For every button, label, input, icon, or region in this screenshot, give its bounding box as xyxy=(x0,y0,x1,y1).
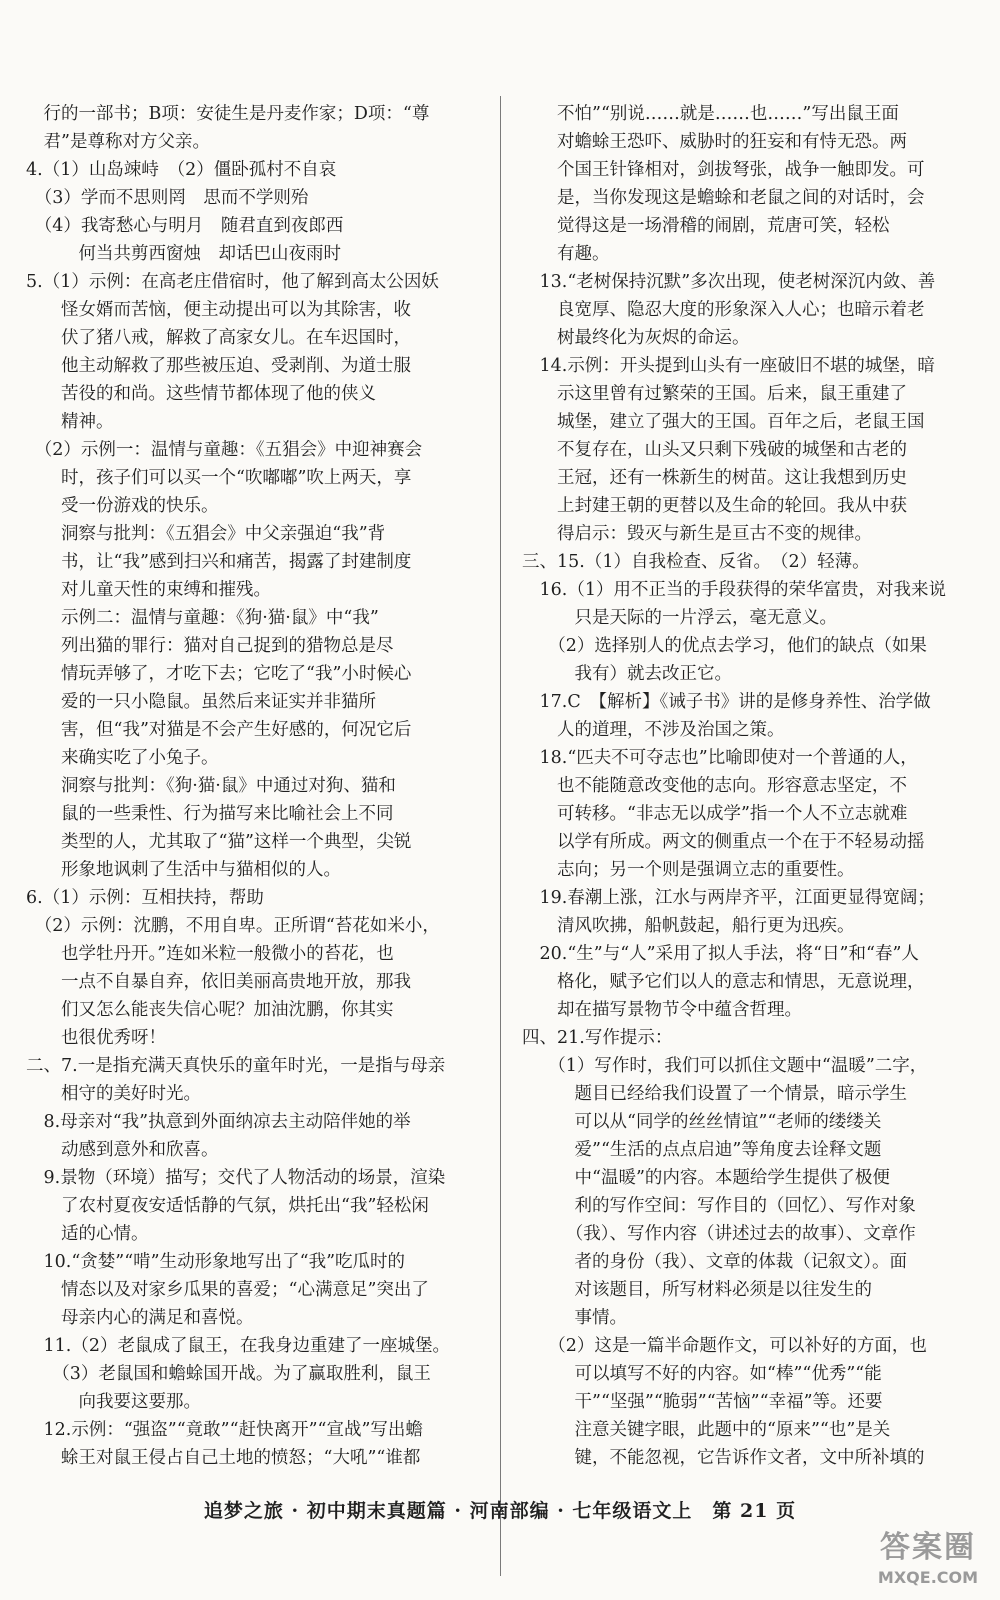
text-line: 利的写作空间：写作目的（回忆）、写作对象 xyxy=(522,1196,916,1216)
text-line: 了农村夏夜安适恬静的气氛，烘托出“我”轻松闲 xyxy=(26,1196,429,1216)
text-line: 一点不自暴自弃，依旧美丽高贵地开放，那我 xyxy=(26,972,411,992)
right-column xyxy=(522,100,986,1472)
text-line: 事情。 xyxy=(522,1308,627,1328)
text-line: 格化，赋予它们以人的意志和情思，无意说理， xyxy=(522,972,925,992)
text-line: 10.“贪婪”“啃”生动形象地写出了“我”吃瓜时的 xyxy=(26,1252,406,1272)
text-line: 动感到意外和欣喜。 xyxy=(26,1140,219,1160)
text-line: 对儿童天性的束缚和摧残。 xyxy=(26,580,271,600)
text-line: 干”“坚强”“脆弱”“苦恼”“幸福”等。还要 xyxy=(522,1392,883,1412)
text-line: 觉得这是一场滑稽的闹剧，荒唐可笑，轻松 xyxy=(522,216,890,236)
text-line: 对蟾蜍王恐吓、威胁时的狂妄和有恃无恐。两 xyxy=(522,132,907,152)
text-line: 16.（1）用不正当的手段获得的荣华富贵，对我来说 xyxy=(522,580,946,600)
text-line: 他主动解救了那些被压迫、受剥削、为道士服 xyxy=(26,356,411,376)
text-line: 得启示：毁灭与新生是亘古不变的规律。 xyxy=(522,524,872,544)
text-line: 三、15.（1）自我检查、反省。 （2）轻薄。 xyxy=(522,552,870,572)
text-line: 19.春潮上涨，江水与两岸齐平，江面更显得宽阔； xyxy=(522,888,935,908)
text-line: 14.示例：开头提到山头有一座破旧不堪的城堡，暗 xyxy=(522,356,935,376)
text-line: 君”是尊称对方父亲。 xyxy=(26,132,210,152)
text-line: 来确实吃了小兔子。 xyxy=(26,748,219,768)
text-line: 树最终化为灰烬的命运。 xyxy=(522,328,750,348)
text-line: 示例二：温情与童趣：《狗·猫·鼠》中“我” xyxy=(26,608,379,628)
text-line: 爱”“生活的点点启迪”等角度去诠释文题 xyxy=(522,1140,882,1160)
text-line: 苦役的和尚。这些情节都体现了他的侠义 xyxy=(26,384,376,404)
text-line: 书，让“我”感到扫兴和痛苦，揭露了封建制度 xyxy=(26,552,412,572)
text-line: 对该题目，所写材料必须是以往发生的 xyxy=(522,1280,872,1300)
text-line: 18.“匹夫不可夺志也”比喻即使对一个普通的人， xyxy=(522,748,918,768)
text-line: 母亲内心的满足和喜悦。 xyxy=(26,1308,254,1328)
text-line: 志向；另一个则是强调立志的重要性。 xyxy=(522,860,855,880)
text-line: 伏了猪八戒，解救了高家女儿。在车迟国时， xyxy=(26,328,411,348)
text-line: 情态以及对家乡瓜果的喜爱；“心满意足”突出了 xyxy=(26,1280,429,1300)
text-line: （3）老鼠国和蟾蜍国开战。为了赢取胜利，鼠王 xyxy=(26,1364,431,1384)
text-line: 中“温暖”的内容。本题给学生提供了极便 xyxy=(522,1168,890,1188)
text-line: 注意关键字眼，此题中的“原来”“也”是关 xyxy=(522,1420,891,1440)
text-line: 相守的美好时光。 xyxy=(26,1084,201,1104)
text-line: （2）这是一篇半命题作文，可以补好的方面，也 xyxy=(522,1336,927,1356)
logo-domain: MXQE.COM xyxy=(877,1568,979,1587)
text-line: 行的一部书；B项：安徒生是丹麦作家；D项：“尊 xyxy=(26,104,430,124)
text-line: 11.（2）老鼠成了鼠王，在我身边重建了一座城堡。 xyxy=(26,1336,450,1356)
text-line: 可以填写不好的内容。如“棒”“优秀”“能 xyxy=(522,1364,882,1384)
text-line: （1）写作时，我们可以抓住文题中“温暖”二字， xyxy=(522,1056,928,1076)
text-line: 20.“生”与“人”采用了拟人手法，将“日”和“春”人 xyxy=(522,944,919,964)
page-footer: 追梦之旅 · 初中期末真题篇 · 河南部编 · 七年级语文上 第 21 页 xyxy=(203,1500,797,1522)
text-line: 键，不能忽视，它告诉作文者，文中所补填的 xyxy=(522,1448,925,1468)
text-line: 何当共剪西窗烛 却话巴山夜雨时 xyxy=(26,244,341,264)
text-line: 是，当你发现这是蟾蜍和老鼠之间的对话时，会 xyxy=(522,188,925,208)
text-line: 适的心情。 xyxy=(26,1224,149,1244)
text-line: 人的道理，不涉及治国之策。 xyxy=(522,720,785,740)
text-line: 有趣。 xyxy=(522,244,610,264)
text-line: （2）选择别人的优点去学习，他们的缺点（如果 xyxy=(522,636,927,656)
text-line: 鼠的一些秉性、行为描写来比喻社会上不同 xyxy=(26,804,394,824)
text-line: 向我要这要那。 xyxy=(26,1392,201,1412)
text-line: 13.“老树保持沉默”多次出现，使老树深沉内敛、善 xyxy=(522,272,936,292)
text-line: 我有）就去改正它。 xyxy=(522,664,732,684)
text-line: 12.示例：“强盗”“竟敢”“赶快离开”“宣战”写出蟾 xyxy=(26,1420,423,1440)
text-line: （2）示例：沈鹏，不用自卑。正所谓“苔花如米小， xyxy=(26,916,440,936)
text-line: 9.景物（环境）描写；交代了人物活动的场景，渲染 xyxy=(26,1168,446,1188)
text-line: 蜍王对鼠王侵占自己土地的愤怒；“大吼”“谁都 xyxy=(26,1448,421,1468)
text-line: 四、21.写作提示： xyxy=(522,1028,673,1048)
text-line: 只是天际的一片浮云，毫无意义。 xyxy=(522,608,837,628)
logo-text: 答案圈 xyxy=(880,1530,976,1565)
text-line: 不怕”“别说……就是……也……”写出鼠王面 xyxy=(522,104,899,124)
text-line: 也不能随意改变他的志向。形容意志坚定，不 xyxy=(522,776,907,796)
text-line: 们又怎么能丧失信心呢？加油沈鹏，你其实 xyxy=(26,1000,394,1020)
text-line: 6.（1）示例：互相扶持，帮助 xyxy=(26,888,264,908)
text-line: 良宽厚、隐忍大度的形象深入人心；也暗示着老 xyxy=(522,300,925,320)
text-line: 列出猫的罪行：猫对自己捉到的猎物总是尽 xyxy=(26,636,394,656)
text-line: 王冠，还有一株新生的树苗。这让我想到历史 xyxy=(522,468,907,488)
text-line: 上封建王朝的更替以及生命的轮回。我从中获 xyxy=(522,496,907,516)
text-line: 爱的一只小隐鼠。虽然后来证实并非猫所 xyxy=(26,692,376,712)
text-line: 清风吹拂，船帆鼓起，船行更为迅疾。 xyxy=(522,916,855,936)
text-line: 形象地讽刺了生活中与猫相似的人。 xyxy=(26,860,341,880)
site-logo xyxy=(868,1530,988,1596)
text-line: 城堡，建立了强大的王国。百年之后，老鼠王国 xyxy=(522,412,925,432)
text-line: 不复存在，山头又只剩下残破的城堡和古老的 xyxy=(522,440,907,460)
text-line: 害，但“我”对猫是不会产生好感的，何况它后 xyxy=(26,720,412,740)
text-line: 4.（1）山岛竦峙 （2）僵卧孤村不自哀 xyxy=(26,160,337,180)
text-line: 却在描写景物节令中蕴含哲理。 xyxy=(522,1000,802,1020)
text-line: 17.C 【解析】《诫子书》讲的是修身养性、治学做 xyxy=(522,692,931,712)
left-column xyxy=(26,100,498,1472)
text-line: 洞察与批判：《狗·猫·鼠》中通过对狗、猫和 xyxy=(26,776,396,796)
text-line: 个国王针锋相对，剑拔弩张，战争一触即发。可 xyxy=(522,160,925,180)
text-line: 洞察与批判：《五猖会》中父亲强迫“我”背 xyxy=(26,524,386,544)
text-line: 时，孩子们可以买一个“吹嘟嘟”吹上两天，享 xyxy=(26,468,412,488)
text-line: 者的身份（我）、文章的体裁（记叙文）。面 xyxy=(522,1252,907,1272)
column-divider xyxy=(500,96,501,1576)
text-line: 可以从“同学的丝丝情谊”“老师的缕缕关 xyxy=(522,1112,882,1132)
text-line: 示这里曾有过繁荣的王国。后来，鼠王重建了 xyxy=(522,384,907,404)
text-line: 可转移。“非志无以成学”指一个人不立志就难 xyxy=(522,804,908,824)
text-line: 题目已经给我们设置了一个情景，暗示学生 xyxy=(522,1084,907,1104)
text-line: （我）、写作内容（讲述过去的故事）、文章作 xyxy=(522,1224,916,1244)
text-line: 精神。 xyxy=(26,412,114,432)
text-line: 二、7.一是指充满天真快乐的童年时光，一是指与母亲 xyxy=(26,1056,446,1076)
text-line: 也很优秀呀！ xyxy=(26,1028,166,1048)
text-line: 以学有所成。两文的侧重点一个在于不轻易动摇 xyxy=(522,832,925,852)
text-line: 受一份游戏的快乐。 xyxy=(26,496,219,516)
text-line: （2）示例一：温情与童趣：《五猖会》中迎神赛会 xyxy=(26,440,423,460)
text-line: 情玩弄够了，才吃下去；它吃了“我”小时候心 xyxy=(26,664,412,684)
text-line: （3）学而不思则罔 思而不学则殆 xyxy=(26,188,309,208)
text-line: （4）我寄愁心与明月 随君直到夜郎西 xyxy=(26,216,344,236)
text-line: 怪女婿而苦恼，便主动提出可以为其除害，收 xyxy=(26,300,411,320)
text-line: 类型的人，尤其取了“猫”这样一个典型，尖锐 xyxy=(26,832,412,852)
text-line: 8.母亲对“我”执意到外面纳凉去主动陪伴她的举 xyxy=(26,1112,411,1132)
text-line: 也学牡丹开。”连如米粒一般微小的苔花，也 xyxy=(26,944,394,964)
text-line: 5.（1）示例：在高老庄借宿时，他了解到高太公因妖 xyxy=(26,272,439,292)
